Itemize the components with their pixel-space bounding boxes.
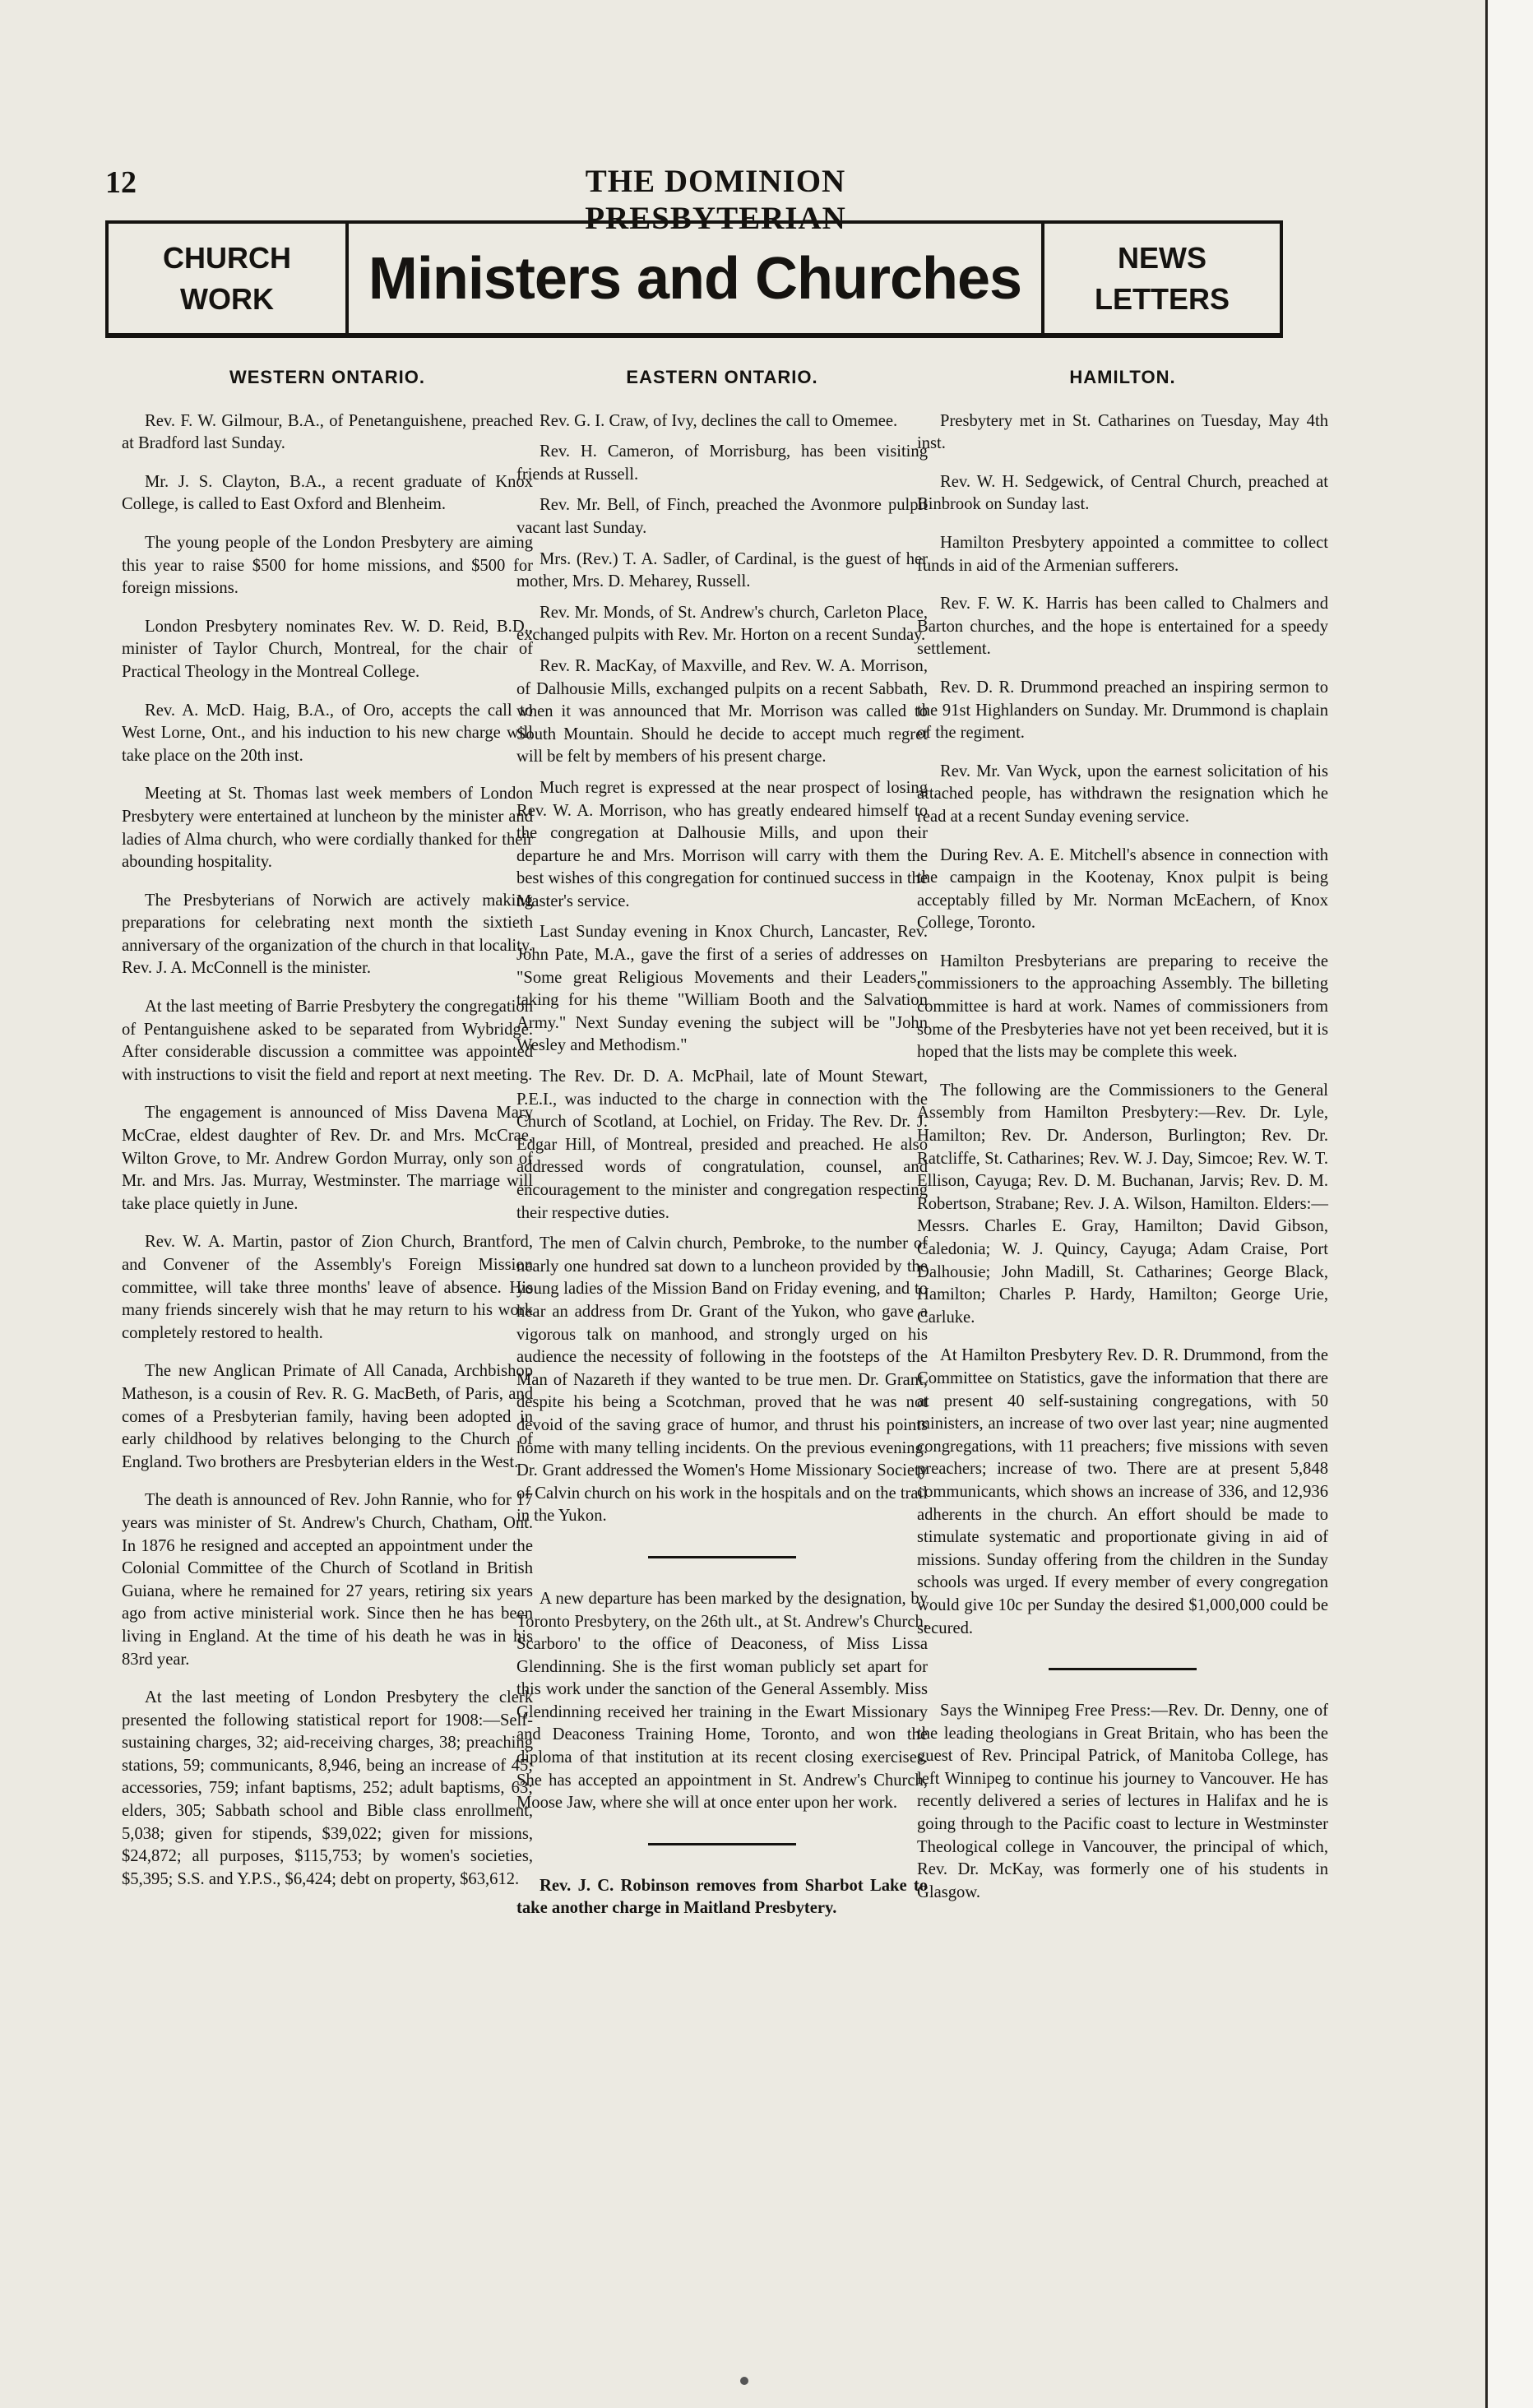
column-eastern-ontario (516, 366, 928, 1929)
news-item: Rev. F. W. Gilmour, B.A., of Penetanguishene, preached at Bradford last Sunday. (122, 411, 533, 453)
column-western-ontario (122, 366, 533, 1906)
section-title: Ministers and Churches (368, 245, 1022, 312)
news-item: Mrs. (Rev.) T. A. Sadler, of Cardinal, is the guest of her mother, Mrs. D. Meharey, Russell. (516, 549, 928, 591)
news-item: Last Sunday evening in Knox Church, Lancaster, Rev. John Pate, M.A., gave the first of a series of addresses on "Some great Religious Movements and their Leaders," taking for his theme "William Booth and the Salvation Army." Next Sunday evening the subject will be "John Wesley and Methodism." (516, 923, 928, 1055)
section-masthead (105, 220, 1283, 338)
news-item: Rev. R. MacKay, of Maxville, and Rev. W. A. Morrison, of Dalhousie Mills, exchanged pulpits on a recent Sabbath, when it was announced that Mr. Morrison was called to South Mountain. Should he decide to accept much regret will be felt by members of his present charge. (516, 656, 928, 766)
column-heading: HAMILTON. (1069, 367, 1176, 387)
column-paragraphs (122, 410, 533, 1892)
news-item: The Presbyterians of Norwich are actively making preparations for celebrating next month the sixtieth anniversary of the organization of the church in that locality. Rev. J. A. McConnell is the minister. (122, 891, 533, 978)
column-heading: EASTERN ONTARIO. (626, 367, 818, 387)
page-number: 12 (105, 165, 137, 200)
news-item: Rev. F. W. K. Harris has been called to Chalmers and Barton churches, and the hope is entertained for a speedy settlement. (917, 595, 1328, 659)
news-item: Hamilton Presbytery appointed a committee to collect funds in aid of the Armenian sufferers. (917, 533, 1328, 575)
column-heading: WESTERN ONTARIO. (229, 367, 426, 387)
masthead-left-line-2: WORK (180, 281, 274, 316)
news-item: The engagement is announced of Miss Davena Mary McCrae, eldest daughter of Rev. Dr. and Mrs. McCrae, Wilton Grove, to Mr. Andrew Gordon Murray, only son of Mr. and Mrs. Jas. Murray, Westminster. The marriage will take place quietly in June. (122, 1104, 533, 1213)
news-item: Much regret is expressed at the near prospect of losing Rev. W. A. Morrison, who has greatly endeared himself to the congregation at Dalhousie Mills, and upon their departure he and Mrs. Morrison will carry with them the best wishes of this congregation for continued success in the Master's service. (516, 778, 928, 910)
masthead-left-line-1: CHURCH (163, 240, 291, 275)
news-item: Presbytery met in St. Catharines on Tuesday, May 4th inst. (917, 411, 1328, 453)
masthead-right-line-1: NEWS (1118, 240, 1206, 275)
news-item: Rev. A. McD. Haig, B.A., of Oro, accepts the call to West Lorne, Ont., and his induction to his new charge will take place on the 20th inst. (122, 701, 533, 765)
news-item: Rev. W. H. Sedgewick, of Central Church, preached at Binbrook on Sunday last. (917, 472, 1328, 514)
news-item: Hamilton Presbyterians are preparing to receive the commissioners to the approaching Assembly. The billeting committee is hard at work. Names of commissioners from some of the Presbyteries have not yet been received, but it is hoped that the lists may be complete this week. (917, 952, 1328, 1062)
news-item: The men of Calvin church, Pembroke, to the number of nearly one hundred sat down to a luncheon provided by the young ladies of the Mission Band on Friday evening, and to hear an address from Dr. Grant of the Yukon, who gave a vigorous talk on manhood, and strongly urged on his audience the necessity of following in the footsteps of the Man of Nazareth if they wanted to be true men. Dr. Grant, despite his being a Scotchman, proved that he was not devoid of the saving grace of humor, and thrust his points home with many telling incidents. On the previous evening. Dr. Grant addressed the Women's Home Missionary Society of Calvin church on his work in the hospitals and on the trail in the Yukon. (516, 1234, 928, 1526)
column-paragraphs-after-rule (516, 1588, 928, 1815)
news-item: The death is announced of Rev. John Rannie, who for 17 years was minister of St. Andrew's Church, Chatham, Ont. In 1876 he resigned and accepted an appointment under the Colonial Committee of the Church of Scotland in British Guiana, where he remained for 27 years, retiring six years ago from active ministerial work. Since then he has been living in England. At the time of his death he was in his 83rd year. (122, 1491, 533, 1669)
news-item: Rev. W. A. Martin, pastor of Zion Church, Brantford, and Convener of the Assembly's Foreign Mission committee, will take three months' leave of absence. His many friends sincerely wish that he may return to his work completely restored to health. (122, 1233, 533, 1342)
column-hamilton (917, 366, 1328, 1919)
news-item: The Rev. Dr. D. A. McPhail, late of Mount Stewart, P.E.I., was inducted to the charge in connection with the Church of Scotland, at Lochiel, on Friday. The Rev. Dr. J. Edgar Hill, of Montreal, presided and preached. He also addressed words of congratulation, counsel, and encouragement to the minister and congregation respecting their respective duties. (516, 1067, 928, 1222)
news-item: Rev. H. Cameron, of Morrisburg, has been visiting friends at Russell. (516, 442, 928, 484)
news-item: Rev. Mr. Van Wyck, upon the earnest solicitation of his attached people, has withdrawn the resignation which he read at a recent Sunday evening service. (917, 762, 1328, 826)
news-item: Mr. J. S. Clayton, B.A., a recent graduate of Knox College, is called to East Oxford and Blenheim. (122, 472, 533, 514)
news-item: A new departure has been marked by the designation, by Toronto Presbytery, on the 26th ult., at St. Andrew's Church, Scarboro' to the office of Deaconess, of Miss Lissa Glendinning. She is the first woman publicly set apart for this work under the sanction of the General Assembly. Miss Glendinning received her training in the Ewart Missionary and Deaconess Training Home, Toronto, and won the diploma of that institution at its recent closing exercises. She has accepted an appointment in St. Andrew's Church, Moose Jaw, where she will at once enter upon her work. (516, 1589, 928, 1813)
news-item: Rev. D. R. Drummond preached an inspiring sermon to the 91st Highlanders on Sunday. Mr. Drummond is chaplain of the regiment. (917, 678, 1328, 743)
masthead-right-line-2: LETTERS (1094, 281, 1230, 316)
news-item: Rev. G. I. Craw, of Ivy, declines the call to Omemee. (540, 411, 898, 430)
print-blemish (740, 2377, 748, 2385)
news-item: Meeting at St. Thomas last week members of London Presbytery were entertained at luncheon by the minister and ladies of Alma church, who were cordially thanked for their abounding hospitality. (122, 785, 533, 872)
news-item: At Hamilton Presbytery Rev. D. R. Drummond, from the Committee on Statistics, gave the information that there are at present 40 self-sustaining congregations, with 50 ministers, an increase of two over last year; nine augmented congregations, with 11 preachers; five missions with seven preachers; increase of two. There are at present 5,848 communicants, which shows an increase of 336, and 12,936 adherents in the church. An effort should be made to stimulate systematic and proportionate giving in aid of missions. Sunday offering from the children in the Sunday schools was urged. If every member of every congregation would give 10c per Sunday the desired $1,000,000 could be secured. (917, 1346, 1328, 1637)
masthead-right-box (1041, 224, 1280, 333)
news-item: At the last meeting of London Presbytery the clerk presented the following statistical report for 1908:—Self-sustaining charges, 32; aid-receiving charges, 38; preaching stations, 59; communicants, 8,946, being an increase of 45; accessories, 759; infant baptisms, 252; adult baptisms, 63; elders, 305; Sabbath school and Bible class enrollment, 5,038; given for stipends, $39,022; given for missions, $24,872; all purposes, $115,753; by women's societies, $5,395; S.S. and Y.P.S., $6,424; debt on property, $63,612. (122, 1688, 533, 1888)
masthead-center (349, 224, 1041, 333)
column-paragraphs-after-rule (917, 1700, 1328, 1904)
news-item: The new Anglican Primate of All Canada, Archbishop Matheson, is a cousin of Rev. R. G. MacBeth, of Paris, and comes of a Presbyterian family, having been adopted in early childhood by relatives belonging to the Church of England. Two brothers are Presbyterian elders in the West. (122, 1362, 533, 1471)
news-item: London Presbytery nominates Rev. W. D. Reid, B.D., minister of Taylor Church, Montreal, for the chair of Practical Theology in the Montreal College. (122, 617, 533, 681)
news-item: Rev. Mr. Monds, of St. Andrew's church, Carleton Place, exchanged pulpits with Rev. Mr. Horton on a recent Sunday. (516, 603, 928, 645)
section-divider (648, 1843, 796, 1845)
closing-note: Rev. J. C. Robinson removes from Sharbot Lake to take another charge in Maitland Presbytery. (516, 1876, 928, 1918)
news-item: The young people of the London Presbytery are aiming this year to raise $500 for home missions, and $500 for foreign missions. (122, 533, 533, 598)
masthead-left-box (109, 224, 349, 333)
news-item: Says the Winnipeg Free Press:—Rev. Dr. Denny, one of the leading theologians in Great Britain, who has been the guest of Rev. Principal Patrick, of Manitoba College, has left Winnipeg to continue his journey to Vancouver. He has recently delivered a series of lectures in Halifax and he is going through to the Pacific coast to lecture in Westminster Theological college in Vancouver, the principal of which, Rev. Dr. McKay, was formerly one of his students in Glasgow. (917, 1702, 1328, 1901)
section-divider (1049, 1668, 1197, 1670)
section-divider (648, 1556, 796, 1558)
column-paragraphs (516, 410, 928, 1528)
news-item: The following are the Commissioners to the General Assembly from Hamilton Presbytery:—Rev. Dr. Lyle, Hamilton; Rev. Dr. Anderson, Burlington; Rev. Dr. Ratcliffe, St. Catharines; Rev. W. J. Day, Simcoe; Rev. W. T. Ellison, Cayuga; Rev. D. M. Buchanan, Jarvis; Rev. D. M. Robertson, Strabane; Rev. J. A. Wilson, Hamilton. Elders:—Messrs. Charles E. Gray, Hamilton; David Gibson, Caledonia; W. J. Quincy, Cayuga; Adam Craise, Port Dalhousie; John Madill, St. Catharines; George Black, Hamilton; Charles P. Hardy, Hamilton; George Urie, Carluke. (917, 1081, 1328, 1327)
running-title: THE DOMINION PRESBYTERIAN (585, 164, 846, 236)
page-edge (1485, 0, 1533, 2408)
news-item: Rev. Mr. Bell, of Finch, preached the Avonmore pulpit vacant last Sunday. (516, 496, 928, 537)
news-item: At the last meeting of Barrie Presbytery the congregation of Pentanguishene asked to be separated from Wybridge. After considerable discussion a committee was appointed with instructions to visit the field and report at next meeting. (122, 998, 533, 1084)
column-paragraphs (917, 410, 1328, 1641)
news-item: During Rev. A. E. Mitchell's absence in connection with the campaign in the Kootenay, Knox pulpit is being acceptably filled by Mr. Norman McEachern, of Knox College, Toronto. (917, 845, 1328, 933)
